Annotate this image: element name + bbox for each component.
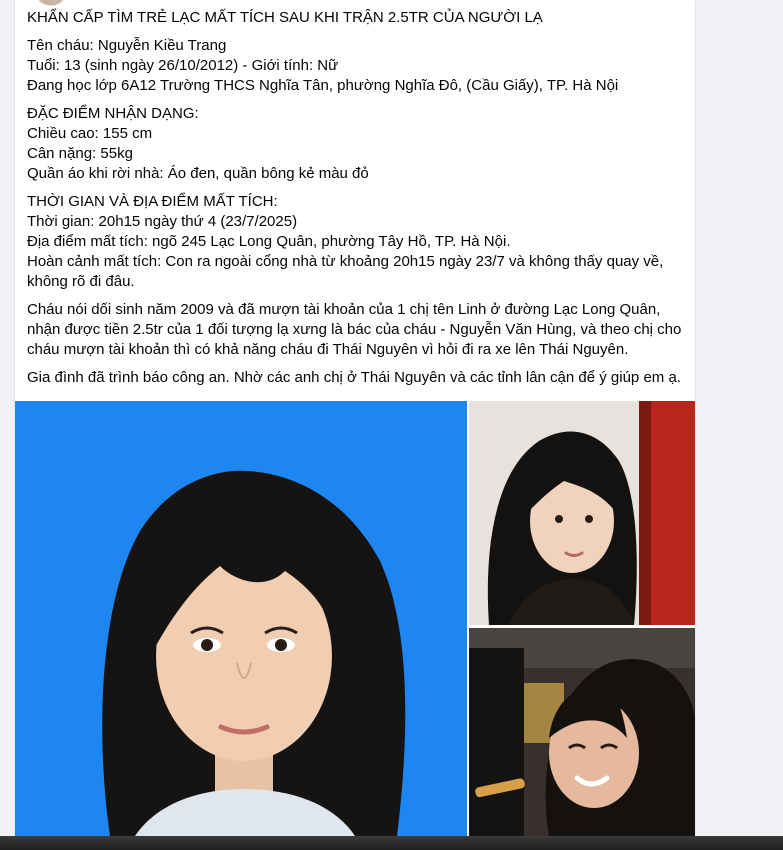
time-when: Thời gian: 20h15 ngày thứ 4 (23/7/2025) bbox=[27, 213, 298, 230]
time-heading: THỜI GIAN VÀ ĐỊA ĐIỂM MẤT TÍCH: bbox=[27, 193, 278, 210]
portrait-photo[interactable] bbox=[15, 401, 467, 836]
feature-height: Chiều cao: 155 cm bbox=[27, 125, 153, 142]
info-school: Đang học lớp 6A12 Trường THCS Nghĩa Tân, phường Nghĩa Đô, (Cầu Giấy), TP. Hà Nội bbox=[27, 77, 619, 94]
feature-clothes: Quần áo khi rời nhà: Áo đen, quần bông kẻ màu đỏ bbox=[27, 165, 369, 182]
taskbar bbox=[0, 836, 783, 850]
candid-photo-bottom[interactable] bbox=[469, 628, 695, 836]
post-card bbox=[15, 0, 695, 836]
info-age: Tuổi: 13 (sinh ngày 26/10/2012) - Giới tính: Nữ bbox=[27, 57, 339, 74]
post-title: KHẨN CẤP TÌM TRẺ LẠC MẤT TÍCH SAU KHI TRẬN 2.5TR CỦA NGƯỜI LẠ bbox=[27, 9, 543, 26]
feed-scroll-rail bbox=[773, 0, 783, 836]
post-body bbox=[27, 8, 687, 396]
time-where: Địa điểm mất tích: ngõ 245 Lạc Long Quân, phường Tây Hồ, TP. Hà Nội. bbox=[27, 233, 511, 250]
feature-weight: Cân nặng: 55kg bbox=[27, 145, 133, 162]
time-circumstance: Hoàn cảnh mất tích: Con ra ngoài cổng nhà từ khoảng 20h15 ngày 23/7 và không thấy quay về, không rõ đi đâu. bbox=[27, 253, 664, 290]
author-avatar[interactable] bbox=[37, 0, 65, 6]
features-heading: ĐẶC ĐIỂM NHẬN DẠNG: bbox=[27, 105, 199, 122]
info-name: Tên cháu: Nguyễn Kiều Trang bbox=[27, 37, 227, 54]
candid-photo-top[interactable] bbox=[469, 401, 695, 625]
post-paragraph-appeal: Gia đình đã trình báo công an. Nhờ các anh chị ở Thái Nguyên và các tỉnh lân cận để ý giúp em ạ. bbox=[27, 369, 681, 386]
photo-grid bbox=[15, 401, 695, 836]
post-paragraph-details: Cháu nói dối sinh năm 2009 và đã mượn tài khoản của 1 chị tên Linh ở đường Lạc Long Quân, nhận được tiền 2.5tr của 1 đối tượng lạ xưng là bác của cháu - Nguyễn Văn Hùng, và theo chị cho cháu mượn tài khoản thì có khả năng cháu đi Thái Nguyên vì hỏi đi ra xe lên Thái Nguyên. bbox=[27, 301, 682, 358]
